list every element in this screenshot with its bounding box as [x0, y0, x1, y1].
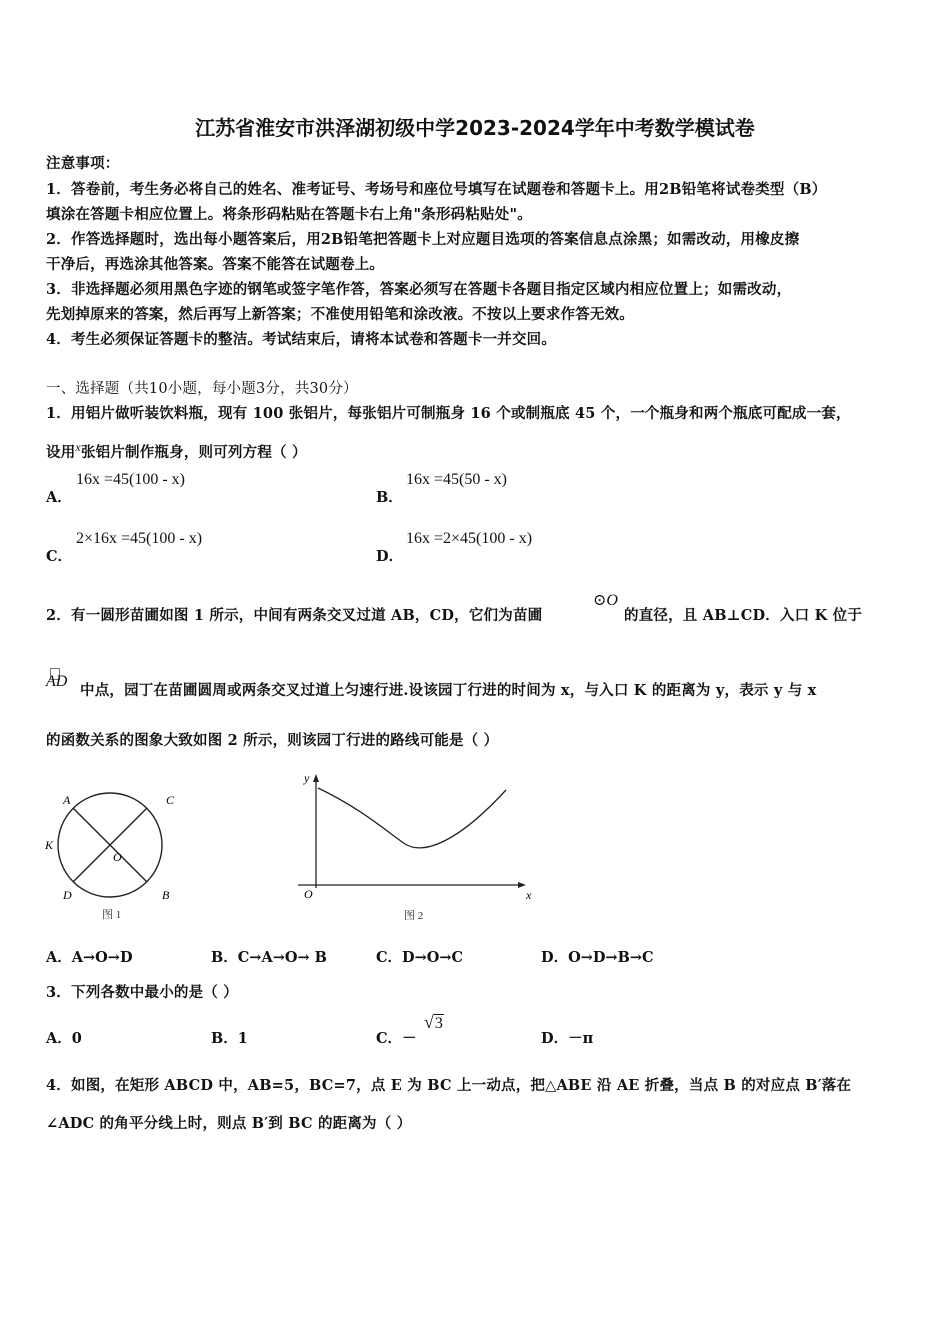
fig2-origin-label: O — [304, 887, 313, 901]
sqrt-symbol: √3 — [424, 1012, 443, 1032]
q1-stem-line2: 设用$^x$张铝片制作瓶身，则可列方程（ ） — [46, 440, 307, 461]
notice-line: 先划掉原来的答案，然后再写上新答案；不准使用铅笔和涂改液。不按以上要求作答无效。 — [46, 306, 634, 323]
fig1-label-o: O — [113, 850, 122, 864]
fig1-label-d: D — [63, 888, 72, 902]
q1-option-d-expr: 16x =2×45(100 - x) — [406, 530, 533, 547]
fig1-caption: 图 1 — [102, 909, 122, 921]
q1-option-b-label[interactable]: B． — [376, 489, 403, 506]
q3-option-a[interactable]: A．0 — [46, 1030, 82, 1047]
q1-option-a-expr: 16x =45(100 - x) — [76, 471, 186, 488]
fig1-label-b: B — [162, 888, 170, 902]
q2-option-b[interactable]: B．C→A→O→ B — [211, 949, 327, 966]
q3-stem: 3．下列各数中最小的是（ ） — [46, 984, 238, 1001]
fig1-label-c: C — [166, 793, 175, 807]
q1-stem-line1: 1．用铝片做听装饮料瓶，现有 100 张铝片，每张铝片可制瓶身 16 个或制瓶底 45 个，一个瓶身和两个瓶底可配成一套， — [46, 405, 851, 422]
q1-option-c-expr: 2×16x =45(100 - x) — [76, 530, 203, 547]
q1-option-b-expr: 16x =45(50 - x) — [406, 471, 508, 488]
notice-line: 2．作答选择题时，选出每小题答案后，用2B铅笔把答题卡上对应题目选项的答案信息点涂黑；如需改动，用橡皮擦 — [46, 231, 800, 248]
notice-line: 4．考生必须保证答题卡的整洁。考试结束后，请将本试卷和答题卡一并交回。 — [46, 331, 557, 348]
figure-2-graph — [290, 768, 540, 926]
fig1-label-a: A — [63, 793, 71, 807]
notice-line: 1．答卷前，考生务必将自己的姓名、准考证号、考场号和座位号填写在试题卷和答题卡上。用2B铅笔将试卷类型（B） — [46, 181, 827, 198]
page-title: 江苏省淮安市洪泽湖初级中学2023-2024学年中考数学模试卷 — [195, 116, 755, 140]
q1-option-c-label[interactable]: C． — [46, 548, 73, 565]
q3-option-b[interactable]: B．1 — [211, 1030, 248, 1047]
fig2-x-label: x — [526, 888, 532, 902]
q1-option-d-label[interactable]: D． — [376, 548, 404, 565]
q4-stem-line2: ∠ADC 的角平分线上时，则点 B′到 BC 的距离为（ ） — [46, 1115, 412, 1132]
q2-stem-line1a: 2．有一圆形苗圃如图 1 所示，中间有两条交叉过道 AB，CD，它们为苗圃 — [46, 607, 543, 624]
figure-1-circle — [40, 788, 180, 923]
fig2-caption: 图 2 — [404, 910, 424, 922]
notice-line: 填涂在答题卡相应位置上。将条形码粘贴在答题卡右上角"条形码粘贴处"。 — [46, 206, 532, 223]
q3-option-c[interactable]: C．－ — [376, 1030, 417, 1047]
notice-line: 干净后，再选涂其他答案。答案不能答在试题卷上。 — [46, 256, 385, 273]
fig2-y-label: y — [304, 771, 310, 785]
section-heading: 一、选择题（共10小题，每小题3分，共30分） — [46, 381, 358, 397]
q2-option-c[interactable]: C．D→O→C — [376, 949, 464, 966]
q2-option-d[interactable]: D．O→D→B→C — [541, 949, 654, 966]
q1-option-a-label[interactable]: A． — [46, 489, 72, 506]
fig1-label-k: K — [45, 838, 54, 852]
q3-option-d[interactable]: D．－π — [541, 1030, 594, 1047]
arc-ad: AD — [46, 673, 68, 690]
q2-stem-line1b: 的直径，且 AB⊥CD．入口 K 位于 — [624, 607, 863, 624]
q2-option-a[interactable]: A．A→O→D — [46, 949, 133, 966]
q4-stem-line1: 4．如图，在矩形 ABCD 中，AB=5，BC=7，点 E 为 BC 上一动点，把△ABE 沿 AE 折叠，当点 B 的对应点 B′落在 — [46, 1077, 852, 1094]
notice-line: 3．非选择题必须用黑色字迹的钢笔或签字笔作答，答案必须写在答题卡各题目指定区域内相应位置上；如需改动， — [46, 281, 792, 298]
q2-stem-line2: 中点，园丁在苗圃圆周或两条交叉过道上匀速行进.设该园丁行进的时间为 x，与入口 K 的距离为 y，表示 y 与 x — [80, 682, 817, 699]
q2-stem-line3: 的函数关系的图象大致如图 2 所示，则该园丁行进的路线可能是（ ） — [46, 732, 499, 749]
notice-heading: 注意事项： — [46, 155, 120, 172]
circle-o-symbol: ⊙O — [593, 592, 618, 609]
